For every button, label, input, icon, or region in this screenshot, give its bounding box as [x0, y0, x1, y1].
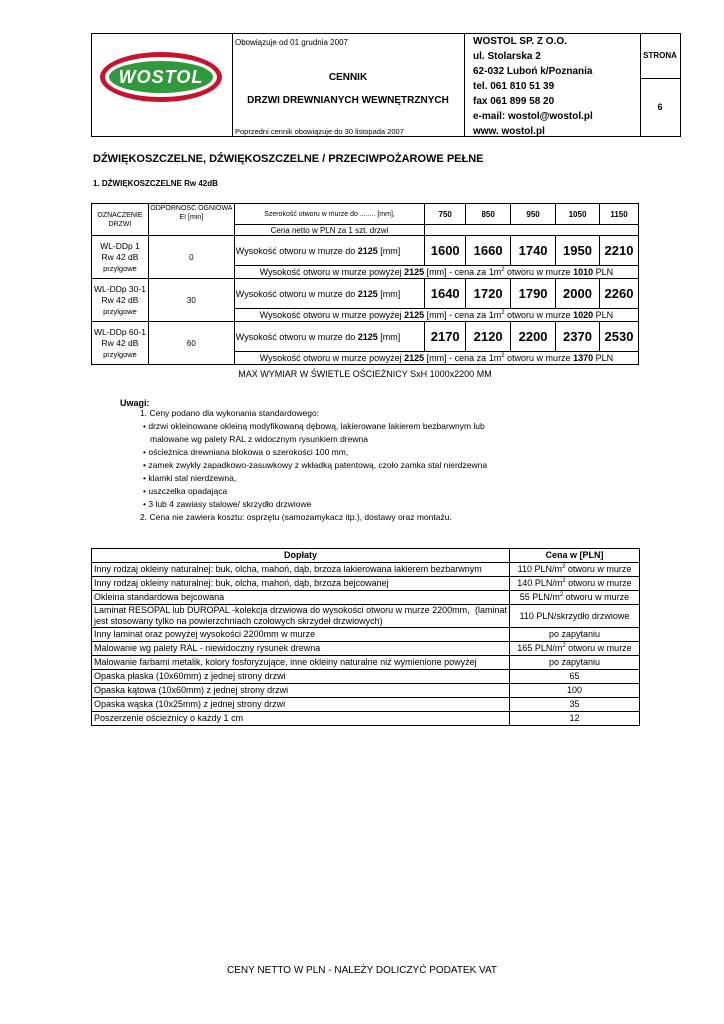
price-cell: 1790: [511, 279, 556, 309]
addon-name: Malowanie wg palety RAL - niewidoczny rysunek drewna: [92, 642, 510, 656]
company-street: ul. Stolarska 2: [473, 51, 541, 62]
addon-row: [92, 591, 640, 605]
price-table: [91, 203, 639, 365]
note-bullet-6: 3 lub 4 zawiasy stalowe/ skrzydło drzwiowe: [148, 499, 312, 509]
addon-name: Opaska wąska (10x25mm) z jednej strony drzwi: [92, 698, 510, 712]
product-rw: Rw 42 dB: [101, 251, 139, 262]
product-kind: przylgowe: [103, 349, 137, 359]
addon-row: [92, 670, 640, 684]
width-1050: 1050: [556, 204, 600, 225]
col-designation: OZNACZENIE DRZWI: [92, 204, 149, 236]
price-cell: 1600: [425, 236, 466, 266]
addons-table: [91, 548, 640, 726]
section-title: DŹWIĘKOSZCZELNE, DŹWIĘKOSZCZELNE / PRZECIWPOŻAROWE PEŁNE: [93, 153, 484, 165]
addon-row: [92, 563, 640, 577]
company-info: [473, 34, 593, 139]
addon-row: [92, 605, 640, 628]
product-rw: Rw 42 dB: [101, 294, 139, 305]
extra-height-note: Wysokość otworu w murze powyżej 2125 [mm] - cena za $1m^2$ otworu w murze 1370 PLN: [234, 352, 638, 365]
price-cell: 1660: [466, 236, 511, 266]
addon-name: Inny rodzaj okleiny naturalnej: buk, olcha, mahoń, dąb, brzoza lakierowana lakierem bezbarwnym: [92, 563, 510, 577]
extra-height-note: Wysokość otworu w murze powyżej 2125 [mm] - cena za $1m^2$ otworu w murze 1020 PLN: [234, 309, 638, 322]
previous-note: Poprzedni cennik obowiązuje do 30 listopada 2007: [235, 127, 404, 136]
price-cell: 2530: [599, 322, 638, 352]
price-cell: 1950: [556, 236, 600, 266]
addon-price: 100: [510, 684, 640, 698]
height-label: Wysokość otworu w murze do 2125 [mm]: [234, 322, 424, 352]
company-name: WOSTOL SP. Z O.O.: [473, 36, 567, 47]
wostol-logo: [100, 52, 222, 102]
subsection-title: 1. DŹWIĘKOSZCZELNE Rw 42dB: [93, 179, 218, 188]
addon-name: Laminat RESOPAL lub DUROPAL -kolekcja drzwiowa do wysokości otworu w murze 2200mm, (laminat jest stosowany tylko na powierzchniach czołowych skrzydeł drzwiowych): [92, 605, 510, 628]
addon-price: po zapytaniu: [510, 628, 640, 642]
addon-name: Inny laminat oraz powyżej wysokości 2200mm w murze: [92, 628, 510, 642]
width-1150: 1150: [599, 204, 638, 225]
logo-text: WOSTOL: [109, 61, 213, 93]
note-bullet-5: uszczelka opadająca: [148, 486, 228, 496]
price-cell: 2000: [556, 279, 600, 309]
addon-price: 35: [510, 698, 640, 712]
product-name: WL-DDp 30-1: [93, 283, 146, 294]
product-row: [92, 279, 639, 309]
note-bullet-1-cont: malowane wg palety RAL z widocznym rysunkiem drewna: [150, 434, 368, 444]
extra-height-note: Wysokość otworu w murze powyżej 2125 [mm] - cena za $1m^2$ otworu w murze 1010 PLN: [234, 266, 638, 279]
addon-row: [92, 656, 640, 670]
note-1: 1. Ceny podano dla wykonania standardowego:: [140, 408, 320, 418]
note-bullet-4: klamki stal nierdzewna,: [148, 473, 237, 483]
col-fire: ODPORNOŚĆ OGNIOWA EI [min]: [148, 204, 234, 236]
addon-price: 140 PLN/$m^2$ otworu w murze: [510, 577, 640, 591]
addon-price: 12: [510, 712, 640, 726]
addon-row: [92, 642, 640, 656]
price-cell: 1720: [466, 279, 511, 309]
col-width: Szerokość otworu w murze do ........ [mm],: [234, 204, 424, 225]
product-kind: przylgowe: [103, 263, 137, 273]
addon-row: [92, 698, 640, 712]
addon-price: 65: [510, 670, 640, 684]
addon-name: Okleina standardowa bejcowana: [92, 591, 510, 605]
product-designation: [92, 322, 149, 365]
price-cell: 2370: [556, 322, 600, 352]
company-fax: fax 061 899 58 20: [473, 96, 555, 107]
document-header: [91, 33, 681, 137]
addon-price: po zapytaniu: [510, 656, 640, 670]
title-cennik: CENNIK: [328, 72, 368, 83]
product-name: WL-DDp 60-1: [93, 326, 146, 337]
note-bullet-1: drzwi okleinowane okleiną modyfikowaną dębową, lakierowane lakierem bezbarwnym lub: [148, 421, 485, 431]
valid-from: Obowiązuje od 01 grudnia 2007: [235, 38, 348, 47]
company-tel: tel. 061 810 51 39: [473, 81, 555, 92]
page-number: 6: [657, 102, 663, 112]
max-dimension-note: MAX WYMIAR W ŚWIETLE OŚCIEŻNICY SxH 1000x2200 MM: [238, 369, 492, 379]
product-row: [92, 236, 639, 266]
fire-resistance: 30: [148, 279, 234, 322]
addon-price: 165 PLN/$m^2$ otworu w murze: [510, 642, 640, 656]
addons-head-name: Dopłaty: [92, 549, 510, 563]
price-cell: 2210: [599, 236, 638, 266]
footer-note: CENY NETTO W PLN - NALEŻY DOLICZYĆ PODATEK VAT: [226, 965, 498, 976]
addon-row: [92, 712, 640, 726]
price-cell: 1640: [425, 279, 466, 309]
addon-row: [92, 684, 640, 698]
product-designation: [92, 236, 149, 279]
title-product: DRZWI DREWNIANYCH WEWNĘTRZNYCH: [247, 95, 449, 106]
fire-resistance: 60: [148, 322, 234, 365]
addon-price: 110 PLN/skrzydło drzwiowe: [510, 605, 640, 628]
height-label: Wysokość otworu w murze do 2125 [mm]: [234, 279, 424, 309]
product-name: WL-DDp 1: [100, 240, 140, 251]
addon-row: [92, 628, 640, 642]
price-cell: 2120: [466, 322, 511, 352]
product-row: [92, 322, 639, 352]
width-950: 950: [511, 204, 556, 225]
price-cell: 1740: [511, 236, 556, 266]
product-designation: [92, 279, 149, 322]
company-www[interactable]: www. wostol.pl: [473, 126, 545, 137]
net-note: Cena netto w PLN za 1 szt. drzwi: [234, 225, 424, 236]
addon-name: Inny rodzaj okleiny naturalnej: buk, olcha, mahoń, dąb, brzoza bejcowanej: [92, 577, 510, 591]
price-cell: 2260: [599, 279, 638, 309]
addons-head-price: Cena w [PLN]: [510, 549, 640, 563]
product-kind: przylgowe: [103, 306, 137, 316]
addon-name: Opaska płaska (10x60mm) z jednej strony drzwi: [92, 670, 510, 684]
company-email[interactable]: e-mail: wostol@wostol.pl: [473, 111, 593, 122]
addon-name: Opaska kątowa (10x60mm) z jednej strony drzwi: [92, 684, 510, 698]
addon-price: 55 PLN/$m^2$ otworu w murze: [510, 591, 640, 605]
price-cell: 2170: [425, 322, 466, 352]
fire-resistance: 0: [148, 236, 234, 279]
addon-name: Poszerzenie ościeżnicy o każdy 1 cm: [92, 712, 510, 726]
addon-price: 110 PLN/$m^2$ otworu w murze: [510, 563, 640, 577]
note-bullet-2: ościeżnica drewniana blokowa o szerokości 100 mm,: [148, 447, 349, 457]
company-city: 62-032 Luboń k/Poznania: [473, 66, 593, 77]
addon-row: [92, 577, 640, 591]
notes-list: 1. Ceny podano dla wykonania standardowego: • drzwi okleinowane okleiną modyfikowaną dębową, lakierowane lakierem bezbarwnym lub malowane wg palety RAL z widocznym rysunkiem drewna • ościeżnica drewniana blokowa o szerokości 100 mm, • zamek zwykły zapadkowo-zasuwkowy z wkładką patentową, czoło zamka stal nierdzewna • klamki stal nierdzewna, • uszczelka opadająca • 3 lub 4 zawiasy stalowe/ skrzydło drzwiowe 2. Cena nie zawiera kosztu: osprzętu (samozamykacz itp.), dostawy oraz montażu.: [140, 408, 488, 522]
width-850: 850: [466, 204, 511, 225]
addon-name: Malowanie farbami metalik, kolory fosforyzujące, inne okleiny naturalne niż wymienione powyżej: [92, 656, 510, 670]
page-label: STRONA: [643, 51, 677, 60]
product-rw: Rw 42 dB: [101, 337, 139, 348]
note-2: 2. Cena nie zawiera kosztu: osprzętu (samozamykacz itp.), dostawy oraz montażu.: [140, 512, 452, 522]
notes-title: Uwagi:: [120, 398, 150, 408]
height-label: Wysokość otworu w murze do 2125 [mm]: [234, 236, 424, 266]
note-bullet-3: zamek zwykły zapadkowo-zasuwkowy z wkładką patentową, czoło zamka stal nierdzewna: [148, 460, 488, 470]
price-cell: 2200: [511, 322, 556, 352]
width-750: 750: [425, 204, 466, 225]
